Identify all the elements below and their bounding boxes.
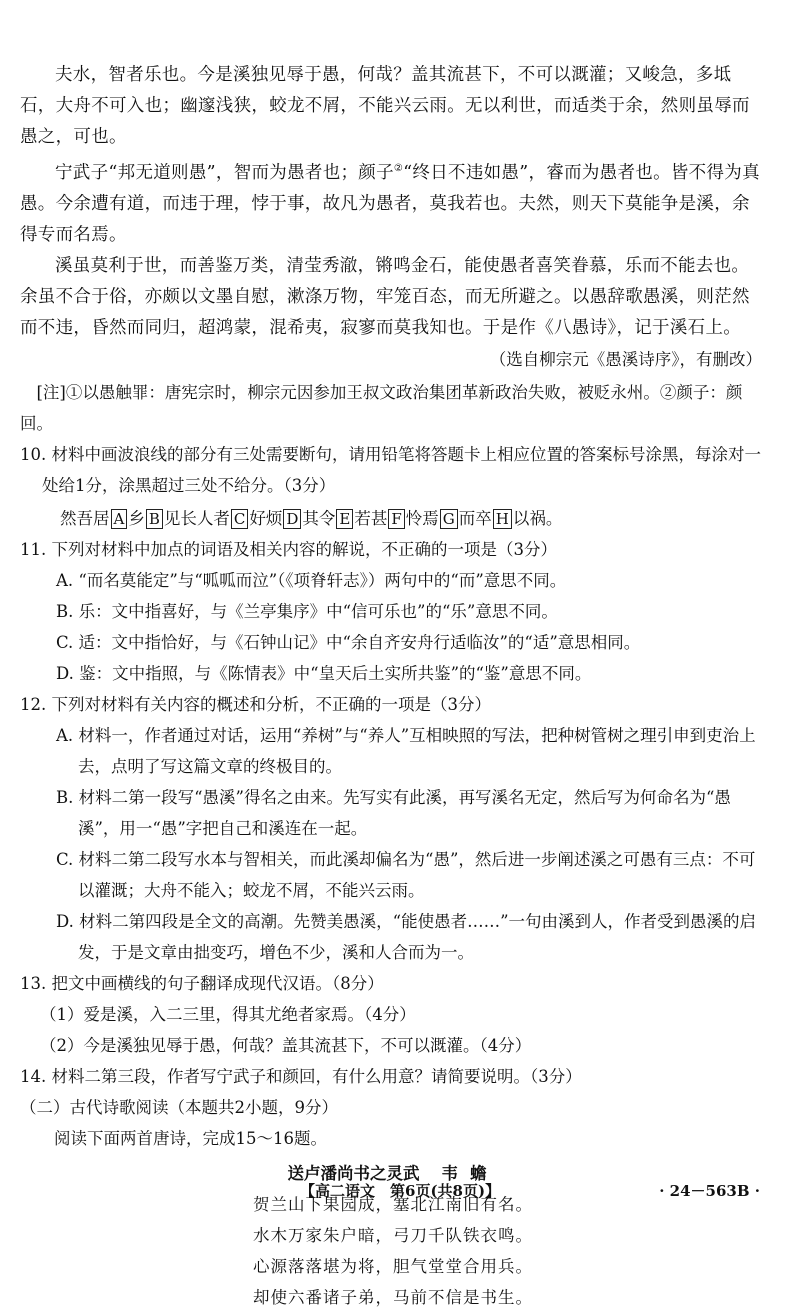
question-10-segment-text: 乡 bbox=[128, 508, 145, 528]
question-10-segment-text: 以祸。 bbox=[512, 508, 563, 528]
section-2-instruction: 阅读下面两首唐诗，完成15～16题。 bbox=[54, 1128, 327, 1148]
question-10-segment-text: 怜焉 bbox=[405, 508, 439, 528]
question-13-item-2: （2）今是溪独见辱于愚，何哉？盖其流甚下，不可以溉灌。（4分） bbox=[40, 1035, 532, 1055]
question-11-option-b: B. 乐：文中指喜好，与《兰亭集序》中“信可乐也”的“乐”意思不同。 bbox=[56, 601, 558, 621]
passage-paragraph-2 bbox=[20, 153, 766, 251]
poem-line-3: 心源落落堪为将，胆气堂堂合用兵。 bbox=[253, 1256, 533, 1276]
answer-box-b[interactable]: B bbox=[146, 509, 163, 529]
footer-page-info: 【高二语文 第6页(共8页)】 bbox=[300, 1182, 501, 1200]
question-10-segment-text: 好烦 bbox=[249, 508, 283, 528]
question-10-segment-text: 而卒 bbox=[458, 508, 492, 528]
answer-box-a[interactable]: A bbox=[111, 509, 128, 529]
question-10-segment-text: 然吾居 bbox=[60, 508, 110, 528]
question-11-option-d: D. 鉴：文中指照，与《陈情表》中“皇天后土实所共鉴”的“鉴”意思不同。 bbox=[56, 663, 592, 683]
footer-exam-code: · 24－563B · bbox=[659, 1182, 760, 1200]
passage-paragraph-1: 夫水，智者乐也。今是溪独见辱于愚，何哉？盖其流甚下，不可以溉灌；又峻急，多坻石，大舟不可入也；幽邃浅狭，蛟龙不屑，不能兴云雨。无以利世，而适类于余，然则虽辱而愚之，可也。 bbox=[20, 65, 750, 147]
answer-box-f[interactable]: F bbox=[388, 509, 404, 529]
question-10-segment-text: 若甚 bbox=[354, 508, 388, 528]
passage-paragraph-3: 溪虽莫利于世，而善鉴万类，清莹秀澈，锵鸣金石，能使愚者喜笑眷慕，乐而不能去也。余虽不合于俗，亦颇以文墨自慰，漱涤万物，牢笼百态，而无所避之。以愚辞歌愚溪，则茫然而不违，昏然而同归，超鸿蒙，混希夷，寂寥而莫我知也。于是作《八愚诗》，记于溪石上。 bbox=[20, 255, 750, 338]
passage-note: [注]①以愚触罪：唐宪宗时，柳宗元因参加王叔文政治集团革新政治失败，被贬永州。②颜子：颜回。 bbox=[20, 382, 743, 433]
answer-box-g[interactable]: G bbox=[440, 509, 458, 529]
question-13-item-1: （1）爱是溪，入二三里，得其尤绝者家焉。（4分） bbox=[40, 1004, 416, 1024]
section-2-heading: （二）古代诗歌阅读（本题共2小题，9分） bbox=[20, 1097, 338, 1117]
question-12-option-a: A. 材料一，作者通过对话，运用“养树”与“养人”互相映照的写法，把种树管树之理引申到吏治上去，点明了写这篇文章的终极目的。 bbox=[56, 725, 756, 776]
question-10-segment-text: 其令 bbox=[302, 508, 336, 528]
question-10-segment-text: 见长人者 bbox=[163, 508, 230, 528]
question-12-option-d: D. 材料二第四段是全文的高潮。先赞美愚溪，“能使愚者……”一句由溪到人，作者受到愚溪的启发，于是文章由拙变巧，增色不少，溪和人合而为一。 bbox=[56, 911, 757, 962]
question-14-stem: 14. 材料二第三段，作者写宁武子和颜回，有什么用意？请简要说明。（3分） bbox=[20, 1066, 582, 1086]
poem-line-4: 却使六番诸子弟，马前不信是书生。 bbox=[253, 1287, 533, 1307]
answer-box-e[interactable]: E bbox=[336, 509, 353, 529]
answer-box-h[interactable]: H bbox=[493, 509, 512, 529]
question-11-option-a: A. “而名莫能定”与“呱呱而泣”（《项脊轩志》）两句中的“而”意思不同。 bbox=[56, 570, 567, 590]
question-12-option-b: B. 材料二第一段写“愚溪”得名之由来。先写实有此溪，再写溪名无定，然后写为何命名为“愚溪”，用一“愚”字把自己和溪连在一起。 bbox=[56, 787, 731, 838]
answer-box-c[interactable]: C bbox=[231, 509, 248, 529]
poem-line-2: 水木万家朱户暗，弓刀千队铁衣鸣。 bbox=[253, 1225, 533, 1245]
poem-line-1: 贺兰山下果园成，塞北江南旧有名。 bbox=[253, 1194, 533, 1214]
poem-title: 送卢潘尚书之灵武 bbox=[287, 1163, 420, 1183]
poem-author: 韦蟾 bbox=[441, 1163, 499, 1183]
question-12-option-c: C. 材料二第二段写水本与智相关，而此溪却偏名为“愚”，然后进一步阐述溪之可愚有三点：不可以灌溉；大舟不能入；蛟龙不屑，不能兴云雨。 bbox=[56, 849, 756, 900]
answer-box-d[interactable]: D bbox=[283, 509, 301, 529]
question-10-sentence bbox=[60, 503, 766, 534]
question-11-stem: 11. 下列对材料中加点的词语及相关内容的解说，不正确的一项是（3分） bbox=[20, 539, 557, 559]
passage-paragraph-2-part-b: “终日不违如愚”，睿而为愚者也。皆不得为真愚。今余遭有道，而违于理，悖于事，故凡为愚者，莫我若也。夫然，则天下莫能争是溪，余得专而名焉。 bbox=[20, 162, 760, 245]
question-13-stem: 13. 把文中画横线的句子翻译成现代汉语。（8分） bbox=[20, 973, 384, 993]
question-12-stem: 12. 下列对材料有关内容的概述和分析，不正确的一项是（3分） bbox=[20, 694, 491, 714]
footnote-marker: ② bbox=[393, 163, 404, 174]
passage-paragraph-2-part-a: 宁武子“邦无道则愚”，智而为愚者也；颜子 bbox=[55, 162, 394, 183]
question-10-stem: 10. 材料中画波浪线的部分有三处需要断句，请用铅笔将答题卡上相应位置的答案标号涂黑，每涂对一处给1分，涂黑超过三处不给分。（3分） bbox=[20, 444, 761, 495]
question-11-option-c: C. 适：文中指恰好，与《石钟山记》中“余自齐安舟行适临汝”的“适”意思相同。 bbox=[56, 632, 641, 652]
passage-source: （选自柳宗元《愚溪诗序》，有删改） bbox=[489, 349, 762, 369]
